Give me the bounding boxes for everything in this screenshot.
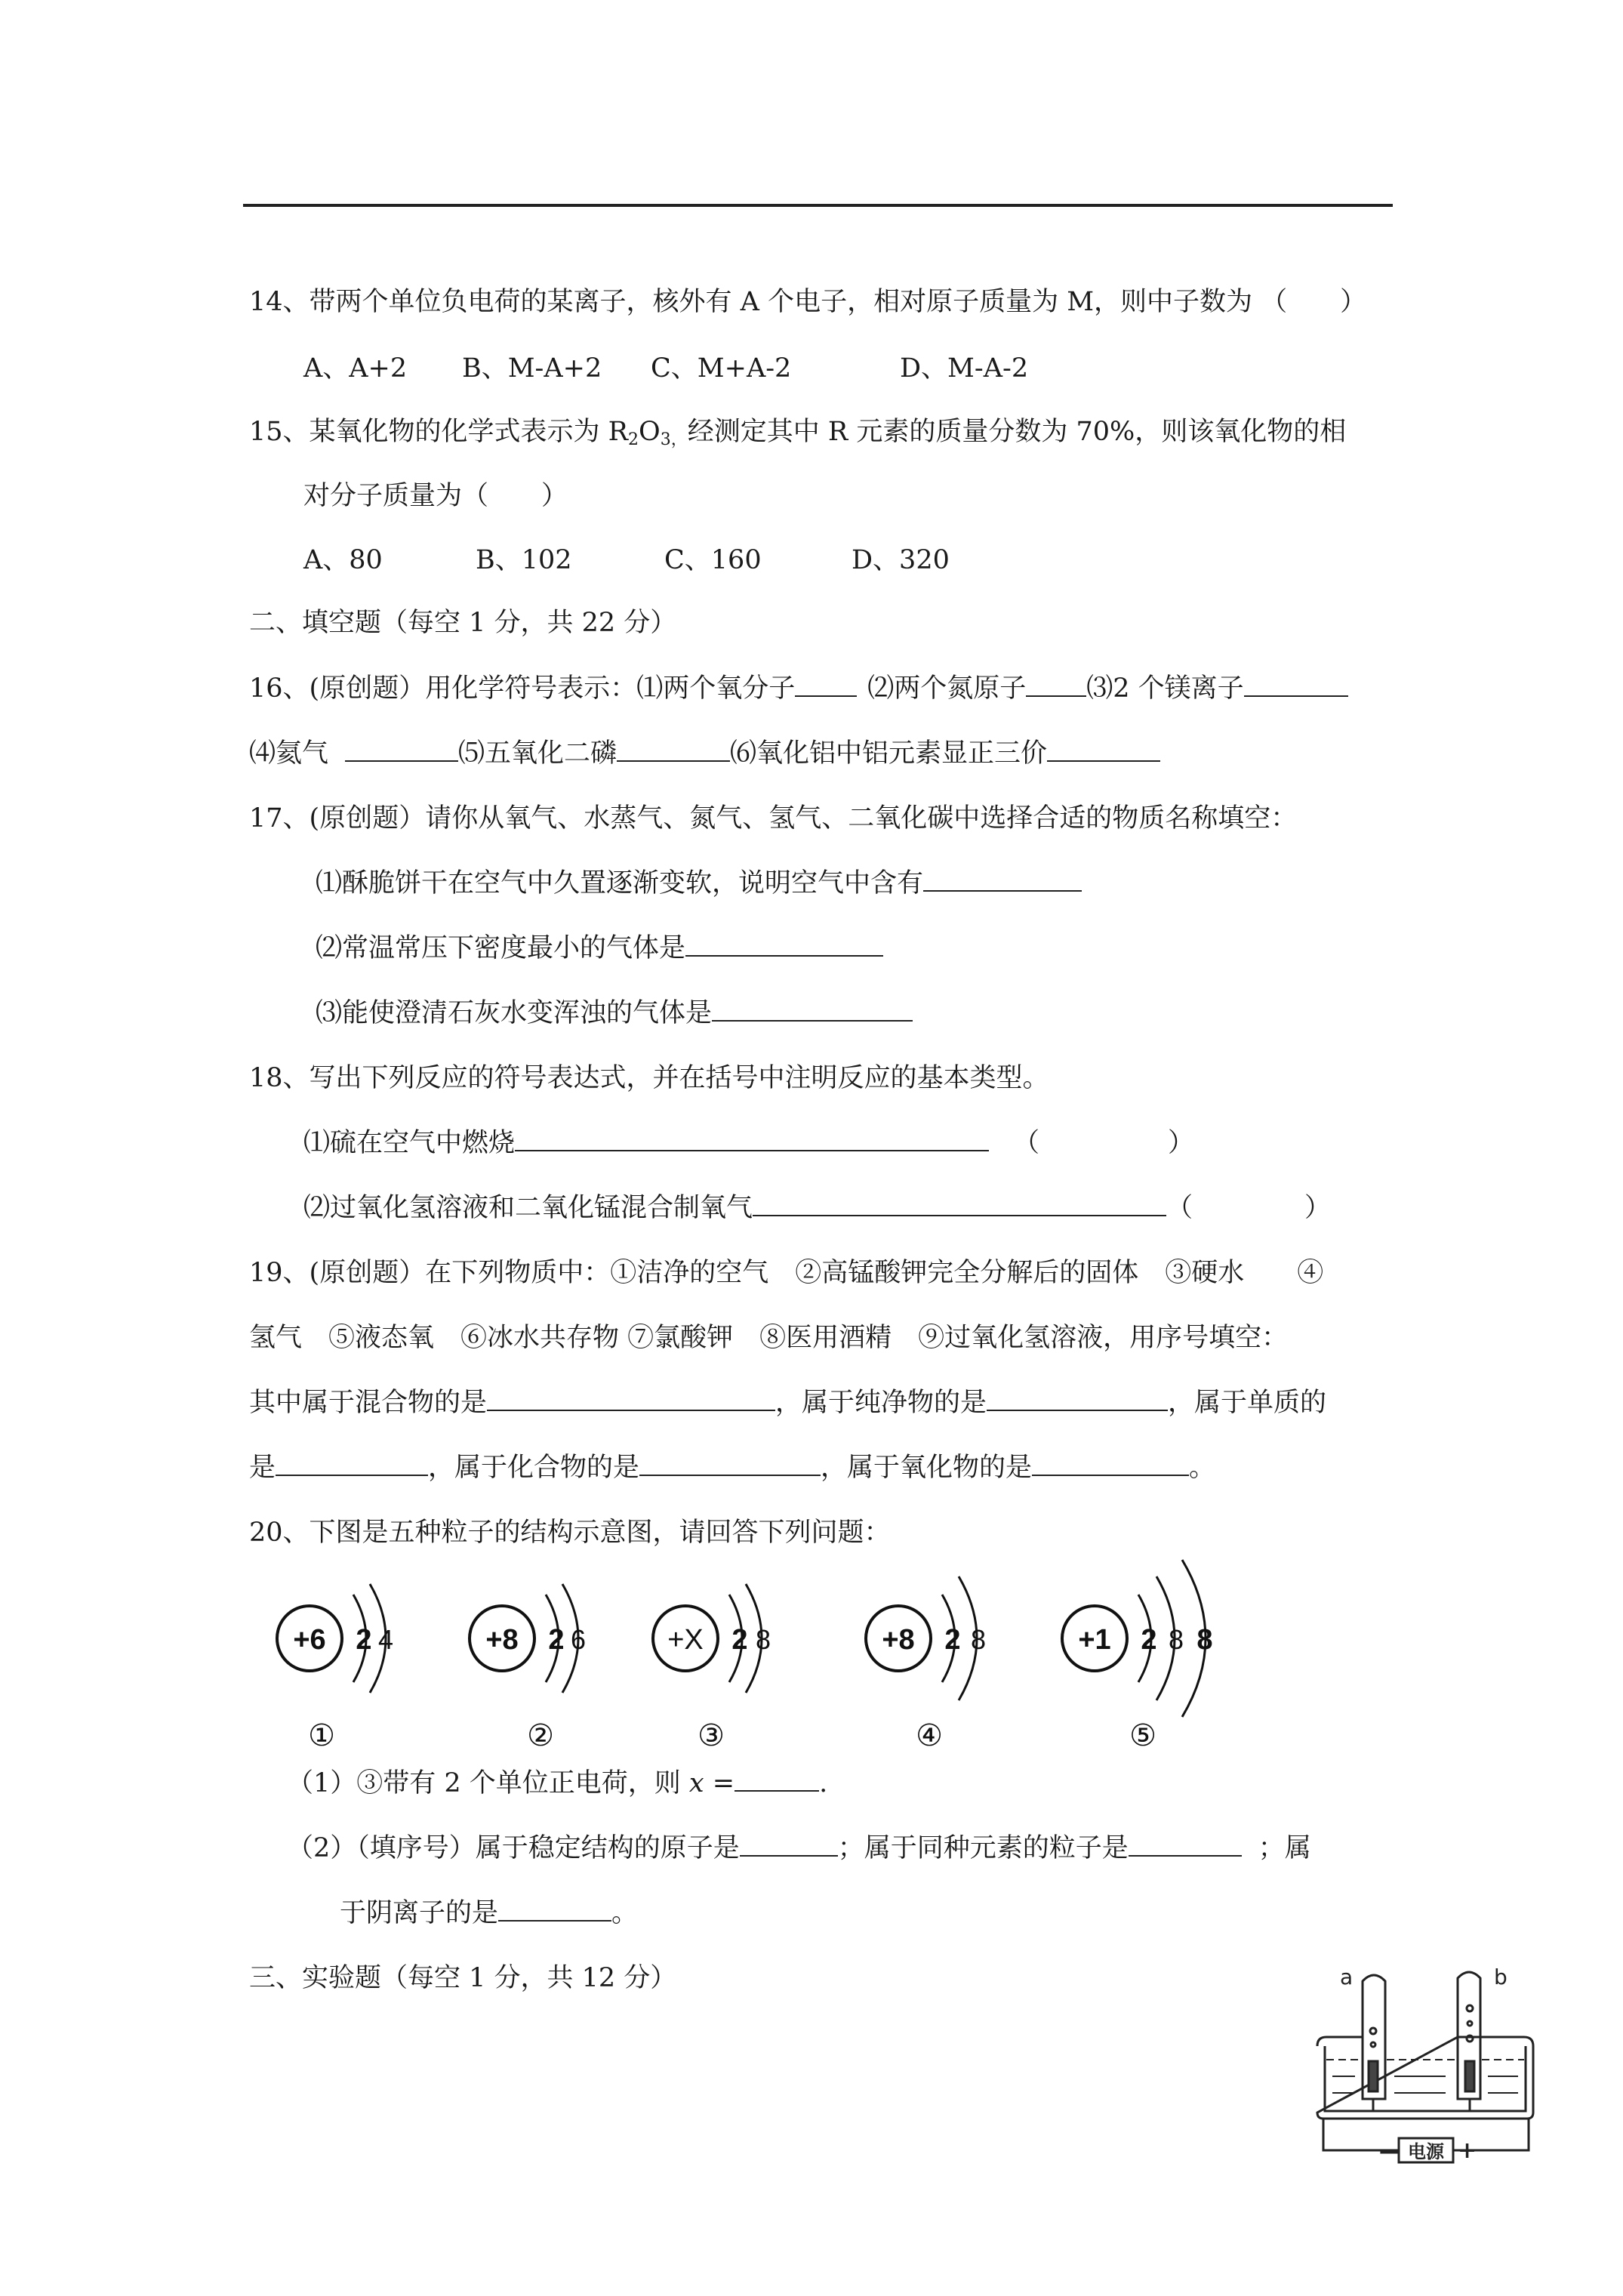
- water-trough: [1317, 2037, 1533, 2119]
- q19-blank-5[interactable]: [1032, 1452, 1189, 1476]
- particle-5-diagram: [1062, 1560, 1213, 1717]
- q15-sub1: 2: [628, 430, 639, 449]
- q17-item3: [316, 997, 913, 1030]
- power-supply-label: 电源: [1408, 2141, 1444, 2162]
- particle-4-nucleus-charge: +8: [882, 1624, 915, 1656]
- particle-2-electrons-2: 6: [570, 1624, 587, 1655]
- particle-1-electrons-2: 4: [377, 1624, 394, 1655]
- q15-option-b: B、102: [476, 545, 572, 575]
- q15-stem-line2: 对分子质量为（ ）: [303, 481, 568, 511]
- q16-blank-3[interactable]: [1244, 673, 1348, 697]
- q15-option-a: A、80: [303, 545, 383, 575]
- bubble: [1467, 2005, 1473, 2011]
- q17-stem: 17、(原创题）请你从氧气、水蒸气、氮气、氢气、二氧化碳中选择合适的物质名称填空：: [249, 803, 1298, 834]
- q19-blank-3[interactable]: [276, 1452, 428, 1476]
- q16-blank-2[interactable]: [1026, 673, 1086, 697]
- q20-blank-3[interactable]: [1129, 1832, 1242, 1857]
- q20-sub2-text-4: 于阴离子的是: [340, 1898, 499, 1928]
- q20-sub2-text-1: （2）（填序号）属于稳定结构的原子是: [287, 1833, 740, 1863]
- bubble: [1370, 2028, 1376, 2034]
- particle-1-electrons-1: 2: [356, 1624, 372, 1656]
- q19-blank-4[interactable]: [639, 1452, 821, 1476]
- bubble: [1371, 2042, 1375, 2047]
- q15-sub2: 3，: [660, 430, 688, 449]
- q20-blank-2[interactable]: [740, 1832, 838, 1857]
- particle-2-diagram: [470, 1584, 586, 1693]
- particle-3-diagram: [653, 1584, 771, 1693]
- q20-stem: 20、下图是五种粒子的结构示意图，请回答下列问题：: [249, 1518, 891, 1548]
- q15-stem-b: O: [639, 417, 661, 447]
- q18-stem: 18、写出下列反应的符号表达式，并在括号中注明反应的基本类型。: [249, 1063, 1049, 1093]
- q20-sub2-text-2: ；属于同种元素的粒子是: [837, 1833, 1129, 1863]
- q18-paren-close-2: ）: [1304, 1193, 1332, 1223]
- section-2-heading: 二、填空题（每空 1 分，共 22 分）: [249, 608, 677, 638]
- q20-sub2-text-3: ；属: [1258, 1833, 1311, 1863]
- q15-option-d: D、320: [852, 545, 950, 575]
- q19-line2: 氢气 ⑤液态氧 ⑥冰水共存物 ⑦氯酸钾 ⑧医用酒精 ⑨过氧化氢溶液，用序号填空：: [249, 1323, 1289, 1353]
- particle-4-label: ④: [916, 1718, 943, 1753]
- q17-item3-text: ⑶能使澄清石灰水变浑浊的气体是: [316, 998, 713, 1028]
- particle-5-electrons-3: 8: [1196, 1624, 1213, 1656]
- q19-text-5: ，属于化合物的是: [428, 1453, 640, 1483]
- q18-blank-2[interactable]: [753, 1192, 1166, 1216]
- q15-stem: [249, 415, 1346, 457]
- q16-blank-1[interactable]: [795, 673, 857, 697]
- q18-item2: [303, 1191, 1331, 1225]
- particle-5-label: ⑤: [1129, 1718, 1156, 1753]
- electrolysis-apparatus: [1310, 1963, 1544, 2174]
- q19-blank-2[interactable]: [987, 1387, 1168, 1411]
- q20-sub1-end: .: [819, 1768, 828, 1798]
- q16-line2: [249, 737, 1160, 770]
- particle-1-nucleus-charge: +6: [293, 1624, 326, 1656]
- q16-text-2: ⑵两个氮原子: [867, 673, 1027, 704]
- q17-blank-1[interactable]: [923, 868, 1082, 892]
- q18-item2-text: ⑵过氧化氢溶液和二氧化锰混合制氧气: [303, 1193, 753, 1223]
- particle-4-electrons-2: 8: [970, 1624, 987, 1655]
- q19-line1: 19、(原创题）在下列物质中：①洁净的空气 ②高锰酸钾完全分解后的固体 ③硬水 ④: [249, 1258, 1324, 1288]
- q17-item1: [316, 867, 1082, 900]
- particle-5-nucleus-charge: +1: [1078, 1624, 1111, 1656]
- q16-blank-6[interactable]: [1047, 738, 1160, 762]
- q15-stem-c: 经测定其中 R 元素的质量分数为 70%，则该氧化物的相: [687, 417, 1347, 447]
- particle-5-electrons-2: 8: [1168, 1624, 1184, 1655]
- particle-3-label: ③: [698, 1718, 725, 1753]
- q16-text-1: 16、(原创题）用化学符号表示：⑴两个氧分子: [249, 673, 796, 704]
- q14-stem: 14、带两个单位负电荷的某离子，核外有 A 个电子，相对原子质量为 M，则中子数为 （ ）: [249, 287, 1367, 317]
- trough-inner-rim: [1325, 2046, 1526, 2111]
- particle-3-electrons-1: 2: [731, 1624, 748, 1656]
- q19-text-3: ，属于单质的: [1168, 1388, 1327, 1418]
- q14-option-c: C、M+A-2: [651, 353, 792, 384]
- q16-text-5: ⑸五氧化二磷: [458, 738, 617, 769]
- minus-terminal: —: [1379, 2140, 1399, 2163]
- particle-2-label: ②: [527, 1718, 554, 1753]
- q15-stem-a: 15、某氧化物的化学式表示为 R: [249, 417, 629, 447]
- q20-sub1-variable: x: [688, 1768, 704, 1798]
- q16-blank-5[interactable]: [617, 738, 730, 762]
- q19-text-2: ，属于纯净物的是: [775, 1388, 987, 1418]
- tube-label-b: b: [1494, 1965, 1508, 1989]
- q19-text-6: ，属于氧化物的是: [821, 1453, 1033, 1483]
- particle-4-electrons-1: 2: [944, 1624, 961, 1656]
- q19-text-4: 是: [249, 1453, 276, 1483]
- particle-4-diagram: [866, 1576, 986, 1700]
- electrode-b: [1465, 2061, 1474, 2091]
- q20-sub1: [287, 1767, 827, 1800]
- plus-terminal: +: [1458, 2137, 1477, 2164]
- q19-text-1: 其中属于混合物的是: [249, 1388, 488, 1418]
- q14-option-d: D、M-A-2: [900, 353, 1029, 384]
- particle-1-diagram: [277, 1584, 393, 1693]
- tube-label-a: a: [1340, 1965, 1354, 1989]
- q16-text-4: ⑷氦气: [249, 738, 329, 769]
- q20-sub2-line2: [340, 1897, 638, 1930]
- q20-sub1-text: （1）③带有 2 个单位正电荷，则: [287, 1768, 689, 1798]
- q19-line3: [249, 1386, 1326, 1419]
- q14-option-a: A、A+2: [303, 353, 408, 384]
- particle-1-label: ①: [308, 1718, 335, 1753]
- particle-structure-diagrams: [249, 1548, 1253, 1767]
- q17-blank-3[interactable]: [712, 997, 913, 1022]
- q18-item1-text: ⑴硫在空气中燃烧: [303, 1128, 516, 1158]
- q19-blank-1[interactable]: [487, 1387, 775, 1411]
- particle-2-electrons-1: 2: [548, 1624, 565, 1656]
- q17-item2: [316, 932, 883, 965]
- q20-sub2-end: 。: [611, 1898, 639, 1928]
- q17-item1-text: ⑴酥脆饼干在空气中久置逐渐变软，说明空气中含有: [316, 868, 924, 898]
- q15-option-c: C、160: [664, 545, 762, 575]
- q19-text-7: 。: [1189, 1453, 1216, 1483]
- q18-paren-open-1: （: [1013, 1128, 1040, 1158]
- q14-option-b: B、M-A+2: [462, 353, 602, 384]
- particle-2-nucleus-charge: +8: [485, 1624, 519, 1656]
- q18-paren-close-1: ）: [1168, 1128, 1195, 1158]
- particle-5-electrons-1: 2: [1141, 1624, 1157, 1656]
- q20-sub1-equals: =: [704, 1768, 735, 1798]
- q16-line1: [249, 672, 1348, 705]
- q17-item2-text: ⑵常温常压下密度最小的气体是: [316, 933, 686, 963]
- q18-paren-open-2: （: [1166, 1193, 1193, 1223]
- q18-item1: [303, 1126, 1194, 1160]
- particle-3-nucleus-charge: +X: [667, 1624, 704, 1656]
- q20-blank-1[interactable]: [735, 1767, 819, 1792]
- q16-blank-4[interactable]: [345, 738, 458, 762]
- bubble: [1467, 2021, 1472, 2026]
- q16-text-3: ⑶2 个镁离子: [1086, 673, 1244, 704]
- q20-blank-4[interactable]: [498, 1897, 611, 1922]
- q19-line4: [249, 1451, 1215, 1484]
- q17-blank-2[interactable]: [685, 932, 883, 957]
- electrode-a: [1369, 2061, 1378, 2091]
- section-3-heading: 三、实验题（每空 1 分，共 12 分）: [249, 1963, 677, 1993]
- particle-3-electrons-2: 8: [755, 1624, 771, 1655]
- q18-blank-1[interactable]: [515, 1127, 989, 1151]
- q20-sub2: [287, 1832, 1311, 1865]
- q16-text-6: ⑹氧化铝中铝元素显正三价: [730, 738, 1048, 769]
- header-rule: [243, 204, 1393, 207]
- bubble: [1467, 2036, 1473, 2042]
